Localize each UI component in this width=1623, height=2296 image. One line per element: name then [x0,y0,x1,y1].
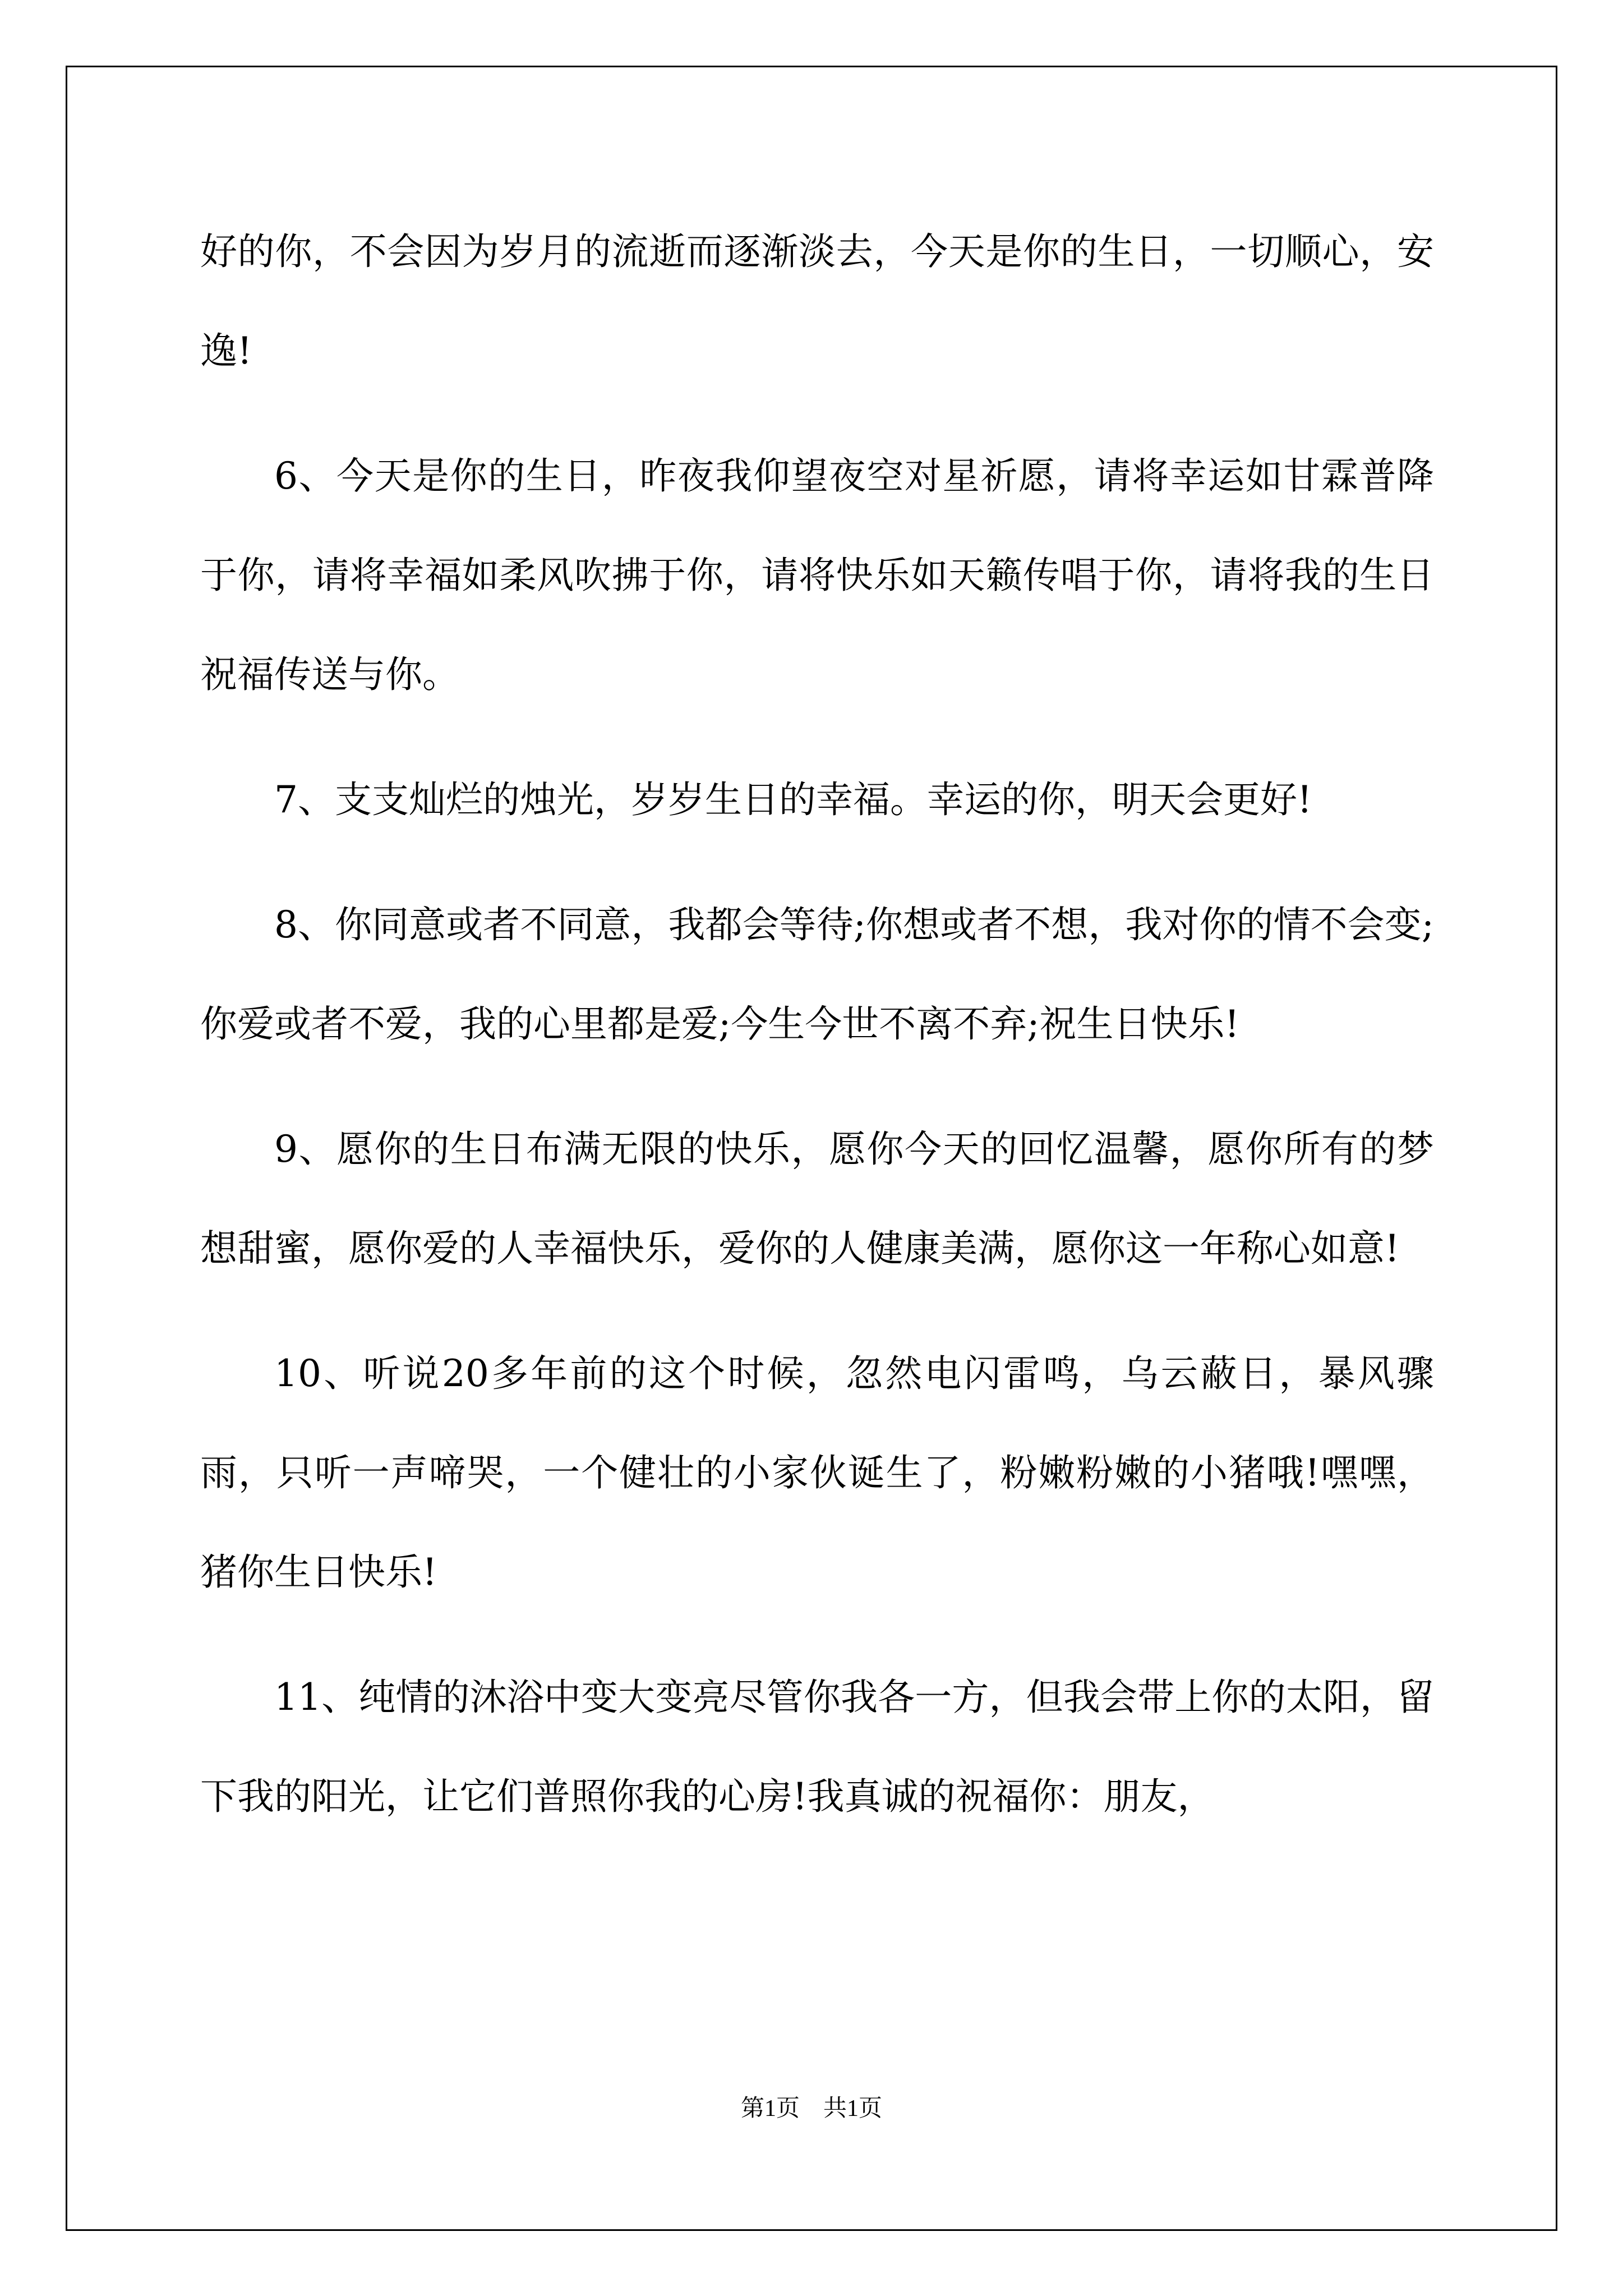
paragraph-9: 9、愿你的生日布满无限的快乐，愿你今天的回忆温馨，愿你所有的梦想甜蜜，愿你爱的人幸福快乐，爱你的人健康美满，愿你这一年称心如意! [200,1128,1434,1270]
paragraph-8: 8、你同意或者不同意，我都会等待;你想或者不想，我对你的情不会变;你爱或者不爱，我的心里都是爱;今生今世不离不弃;祝生日快乐! [200,903,1434,1046]
paragraph-1: 好的你，不会因为岁月的流逝而逐渐淡去，今天是你的生日，一切顺心，安逸! [200,230,1434,372]
paragraph-10: 10、听说20多年前的这个时候，忽然电闪雷鸣，乌云蔽日，暴风骤雨，只听一声啼哭，一个健壮的小家伙诞生了，粉嫩粉嫩的小猪哦!嘿嘿，猪你生日快乐! [200,1352,1434,1594]
document-body [200,202,1434,1872]
page-footer: 第1页 共1页 [740,2096,882,2122]
paragraph-11: 11、纯情的沐浴中变大变亮尽管你我各一方，但我会带上你的太阳，留下我的阳光，让它们普照你我的心房!我真诚的祝福你：朋友， [200,1676,1434,1818]
paragraph-6: 6、今天是你的生日，昨夜我仰望夜空对星祈愿，请将幸运如甘霖普降于你，请将幸福如柔风吹拂于你，请将快乐如天籁传唱于你，请将我的生日祝福传送与你。 [200,454,1434,696]
paragraph-7: 7、支支灿烂的烛光，岁岁生日的幸福。幸运的你，明天会更好! [274,778,1312,821]
